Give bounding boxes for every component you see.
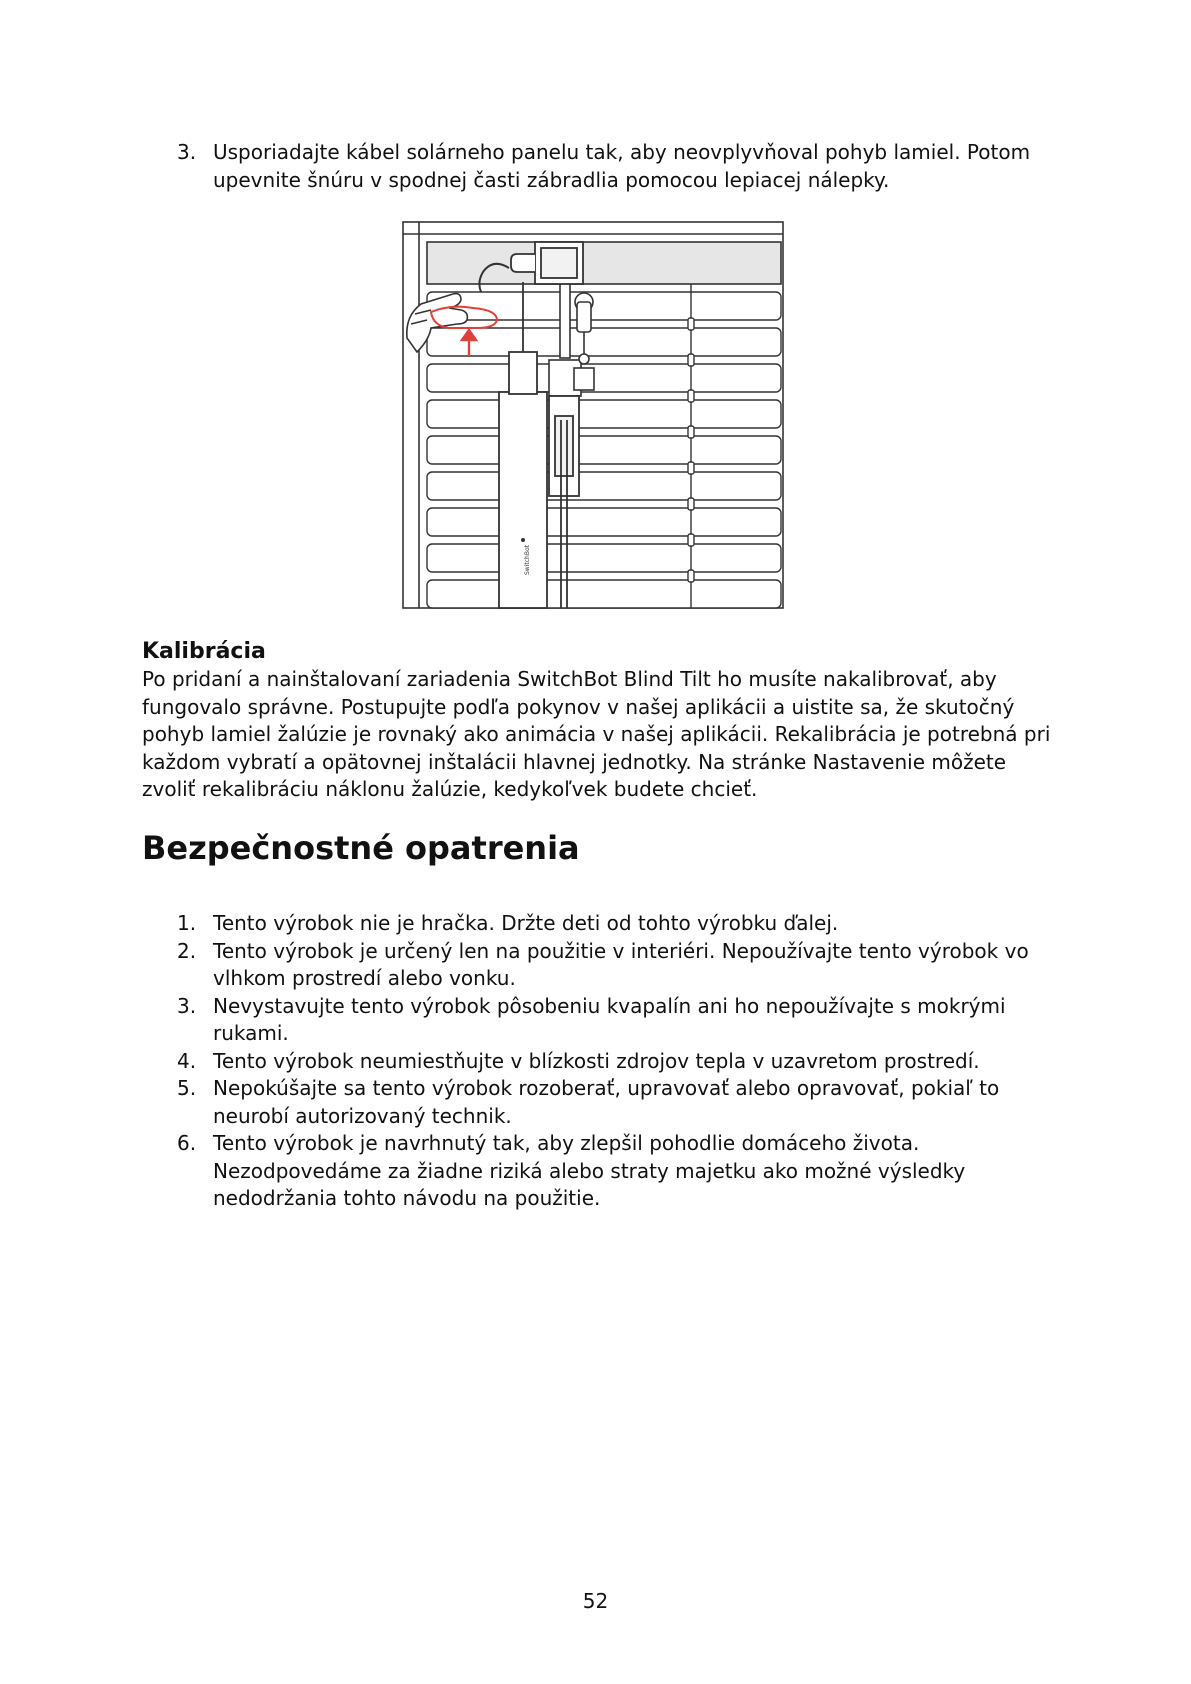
item-line: Tento výrobok je navrhnutý tak, aby zlepšil pohodlie domáceho života.: [213, 1131, 920, 1155]
slat: [427, 292, 781, 320]
calibration-heading: Kalibrácia: [142, 639, 266, 664]
safety-item-6: [141, 1130, 1071, 1213]
paragraph-line: pohyb lamiel žalúzie je rovnaký ako animácia v našej aplikácii. Rekalibrácia je potrebná pri: [142, 722, 1051, 746]
blind-tilt-installation-illustration: [401, 220, 785, 610]
device-dot: [521, 538, 525, 542]
cable-clip: [511, 254, 535, 272]
device-body: [499, 392, 547, 608]
paragraph-line: fungovalo správne. Postupujte podľa pokynov v našej aplikácii a uistite sa, že skutočný: [142, 694, 1015, 719]
slat: [427, 580, 781, 608]
item-line: rukami.: [213, 1021, 289, 1045]
list-number: 6.: [177, 1131, 197, 1155]
safety-item-2: [141, 938, 1071, 993]
safety-item-5: [141, 1075, 1071, 1130]
item-line: vlhkom prostredí alebo vonku.: [213, 966, 516, 990]
item-line: neurobí autorizovaný technik.: [213, 1103, 512, 1128]
rod-connector: [574, 368, 594, 390]
safety-item-3: [141, 993, 1071, 1048]
slat: [427, 472, 781, 500]
slat: [427, 328, 781, 356]
installation-step-list: [141, 139, 1071, 194]
item-line: Nezodpovedáme za žiadne riziká alebo straty majetku ako možné výsledky: [213, 1158, 966, 1183]
item-line: Nepokúšajte sa tento výrobok rozoberať, upravovať alebo opravovať, pokiaľ to: [213, 1076, 1000, 1100]
item-line: Tento výrobok je určený len na použitie v interiéri. Nepoužívajte tento výrobok vo: [213, 938, 1029, 963]
tilt-rod-cap: [577, 302, 591, 332]
paragraph-line: Po pridaní a nainštalovaní zariadenia SwitchBot Blind Tilt ho musíte nakalibrovať, aby: [142, 667, 997, 691]
device-top-cap: [509, 352, 537, 394]
slat: [427, 400, 781, 428]
slat: [427, 364, 781, 392]
item-line: Nevystavujte tento výrobok pôsobeniu kvapalín ani ho nepoužívajte s mokrými: [213, 993, 1006, 1018]
paragraph-line: zvoliť rekalibráciu náklonu žalúzie, kedykoľvek budete chcieť.: [142, 777, 758, 801]
installation-step-3: [141, 139, 1071, 194]
list-number: 2.: [177, 938, 197, 963]
step-line: Usporiadajte kábel solárneho panelu tak, aby neovplyvňoval pohyb lamiel. Potom: [213, 140, 1031, 164]
list-number: 4.: [177, 1048, 197, 1073]
slat: [427, 508, 781, 536]
illustration-svg: [401, 220, 785, 610]
blind-slats: [427, 292, 781, 608]
safety-item-4: [141, 1048, 1071, 1076]
slat: [427, 544, 781, 572]
calibration-paragraph: [142, 666, 1072, 804]
rod-hook: [579, 354, 589, 364]
slat: [427, 436, 781, 464]
item-line: Tento výrobok neumiestňujte v blízkosti zdrojov tepla v uzavretom prostredí.: [213, 1048, 980, 1073]
item-line: Tento výrobok nie je hračka. Držte deti od tohto výrobku ďalej.: [213, 911, 839, 935]
safety-item-1: [141, 910, 1071, 938]
device-label: SwitchBot: [524, 545, 531, 575]
paragraph-line: každom vybratí a opätovnej inštalácii hlavnej jednotky. Na stránke Nastavenie môžete: [142, 749, 1007, 774]
list-number: 5.: [177, 1076, 197, 1100]
page-number: 52: [582, 1589, 609, 1613]
safety-list: [141, 910, 1071, 1213]
safety-heading: Bezpečnostné opatrenia: [142, 829, 580, 867]
list-number: 3.: [177, 140, 197, 164]
item-line: nedodržania tohto návodu na použitie.: [213, 1186, 601, 1210]
step-line: upevnite šnúru v spodnej časti zábradlia pomocou lepiacej nálepky.: [213, 167, 890, 192]
list-number: 1.: [177, 911, 197, 935]
list-number: 3.: [177, 993, 197, 1018]
